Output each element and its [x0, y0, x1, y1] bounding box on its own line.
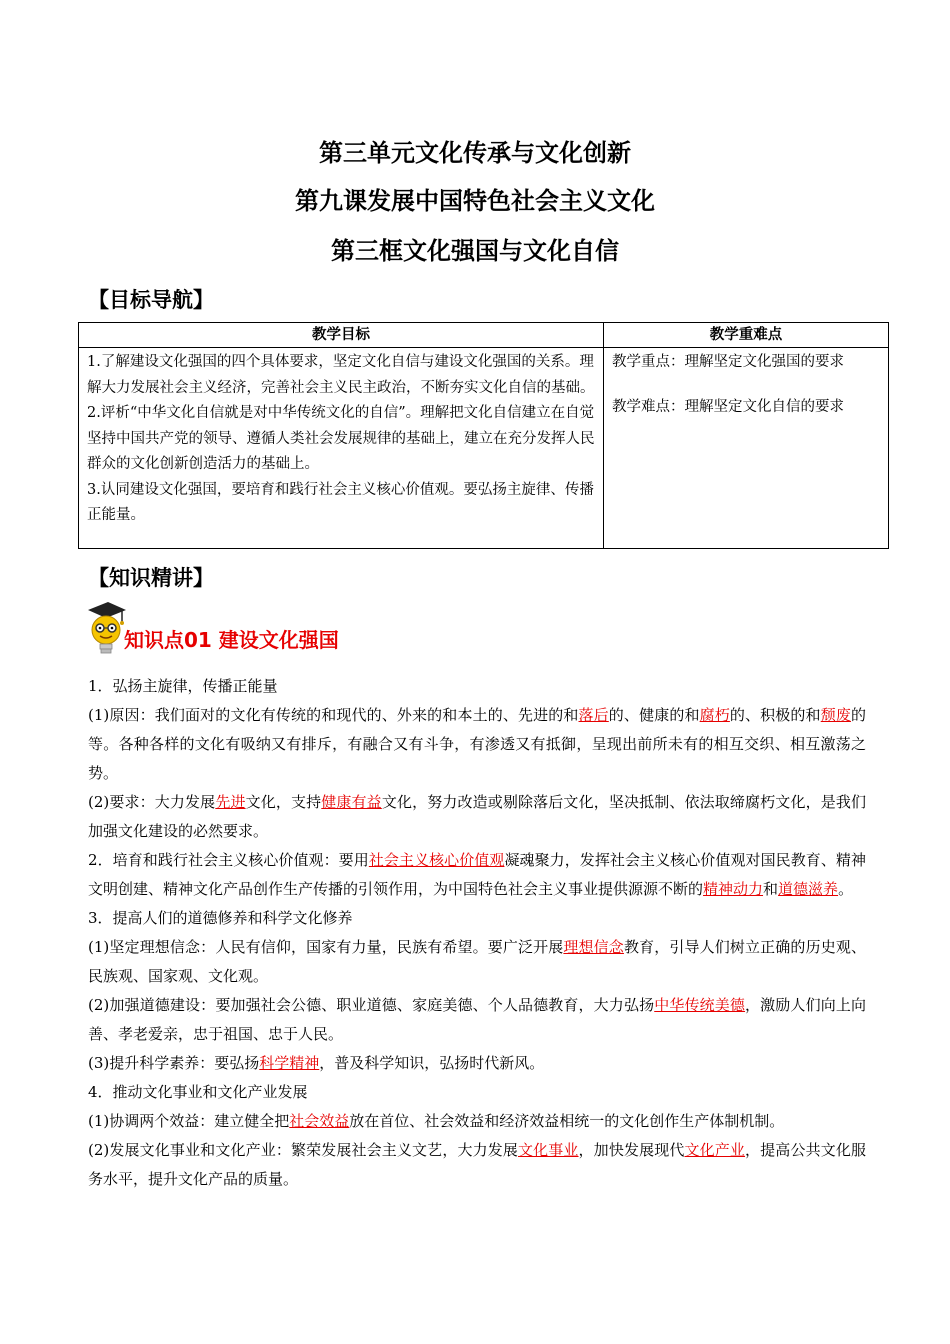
keyword-xianjin: 先进: [215, 793, 246, 811]
graduate-mascot-icon: [84, 598, 128, 658]
para-2: 2．培育和践行社会主义核心价值观：要用社会主义核心价值观凝魂聚力，发挥社会主义核心价值观对国民教育、精神文明创建、精神文化产品创作生产传播的引领作用，为中国特色社会主义事业提供源源不断的精神动力和道德滋养。: [88, 851, 866, 898]
goals-column-header: 教学目标: [79, 323, 604, 348]
knowledge-point-header: [84, 598, 484, 658]
keyword-luohou: 落后: [578, 706, 609, 724]
para-4-head: 4．推动文化事业和文化产业发展: [88, 1083, 308, 1101]
lesson-title: 第九课发展中国特色社会主义文化: [295, 187, 655, 215]
keyword-social-benefit: 社会效益: [289, 1112, 350, 1130]
keyword-tuifei: 颓废: [820, 706, 851, 724]
keyword-fuxiu: 腐朽: [699, 706, 730, 724]
unit-title: 第三单元文化传承与文化创新: [319, 139, 631, 167]
keyword-cultural-undertaking: 文化事业: [518, 1141, 579, 1159]
goals-nav-heading: 【目标导航】: [88, 288, 214, 312]
goal-item-1: 1.了解建设文化强国的四个具体要求，坚定文化自信与建设文化强国的关系。理解大力发展社会主义经济，完善社会主义民主政治，不断夯实文化自信的基础。: [87, 354, 595, 396]
goal-item-3: 3.认同建设文化强国，要培育和践行社会主义核心价值观。要弘扬主旋律、传播正能量。: [87, 481, 594, 523]
keyword-jiankang: 健康有益: [321, 793, 382, 811]
keyword-cultural-industry: 文化产业: [684, 1141, 746, 1159]
para-3-head: 3．提高人们的道德修养和科学文化修养: [88, 909, 353, 927]
keyword-virtues: 中华传统美德: [654, 996, 746, 1014]
para-4-2: (2)发展文化事业和文化产业：繁荣发展社会主义文艺，大力发展文化事业，加快发展现代文化产业，提高公共文化服务水平，提升文化产品的质量。: [88, 1141, 866, 1188]
frame-title: 第三框文化强国与文化自信: [331, 237, 619, 265]
key-point: 教学重点：理解坚定文化强国的要求: [612, 354, 844, 370]
keyword-spiritual-power: 精神动力: [703, 880, 764, 898]
para-3-2: (2)加强道德建设：要加强社会公德、职业道德、家庭美德、个人品德教育，大力弘扬中华传统美德，激励人们向上向善、孝老爱亲，忠于祖国、忠于人民。: [88, 996, 866, 1043]
goals-table: [78, 322, 889, 549]
para-1-1: (1)原因：我们面对的文化有传统的和现代的、外来的和本土的、先进的和落后的、健康的和腐朽的、积极的和颓废的等。各种各样的文化有吸纳又有排斥，有融合又有斗争，有渗透又有抵御，呈现出前所未有的相互交织、相互激荡之势。: [88, 706, 866, 782]
para-1-2: (2)要求：大力发展先进文化，支持健康有益文化，努力改造或剔除落后文化，坚决抵制、依法取缔腐朽文化，是我们加强文化建设的必然要求。: [88, 793, 866, 840]
para-3-3: (3)提升科学素养：要弘扬科学精神，普及科学知识，弘扬时代新风。: [88, 1054, 545, 1072]
key-column-header: 教学重难点: [604, 323, 889, 348]
keyword-core-values: 社会主义核心价值观: [368, 851, 505, 869]
para-4-1: (1)协调两个效益：建立健全把社会效益放在首位、社会效益和经济效益相统一的文化创作生产体制机制。: [88, 1112, 785, 1130]
goal-item-2: 2.评析“中华文化自信就是对中华传统文化的自信”。理解把文化自信建立在自觉坚持中国共产党的领导、遵循人类社会发展规律的基础上，建立在充分发挥人民群众的文化创新创造活力的基础上。: [87, 405, 595, 472]
knowledge-point-title: 知识点01 建设文化强国: [124, 628, 339, 652]
goals-cell: [79, 348, 604, 549]
para-1-head: 1．弘扬主旋律，传播正能量: [88, 677, 278, 695]
knowledge-heading: 【知识精讲】: [88, 566, 214, 590]
key-cell: [604, 348, 889, 549]
knowledge-content: [88, 672, 866, 1194]
keyword-moral-nourish: 道德滋养: [778, 880, 839, 898]
difficult-point: 教学难点：理解坚定文化自信的要求: [612, 398, 844, 415]
para-3-1: (1)坚定理想信念：人民有信仰，国家有力量，民族有希望。要广泛开展理想信念教育，引导人们树立正确的历史观、民族观、国家观、文化观。: [88, 938, 866, 985]
keyword-science-spirit: 科学精神: [259, 1054, 320, 1072]
keyword-ideals: 理想信念: [563, 938, 624, 956]
